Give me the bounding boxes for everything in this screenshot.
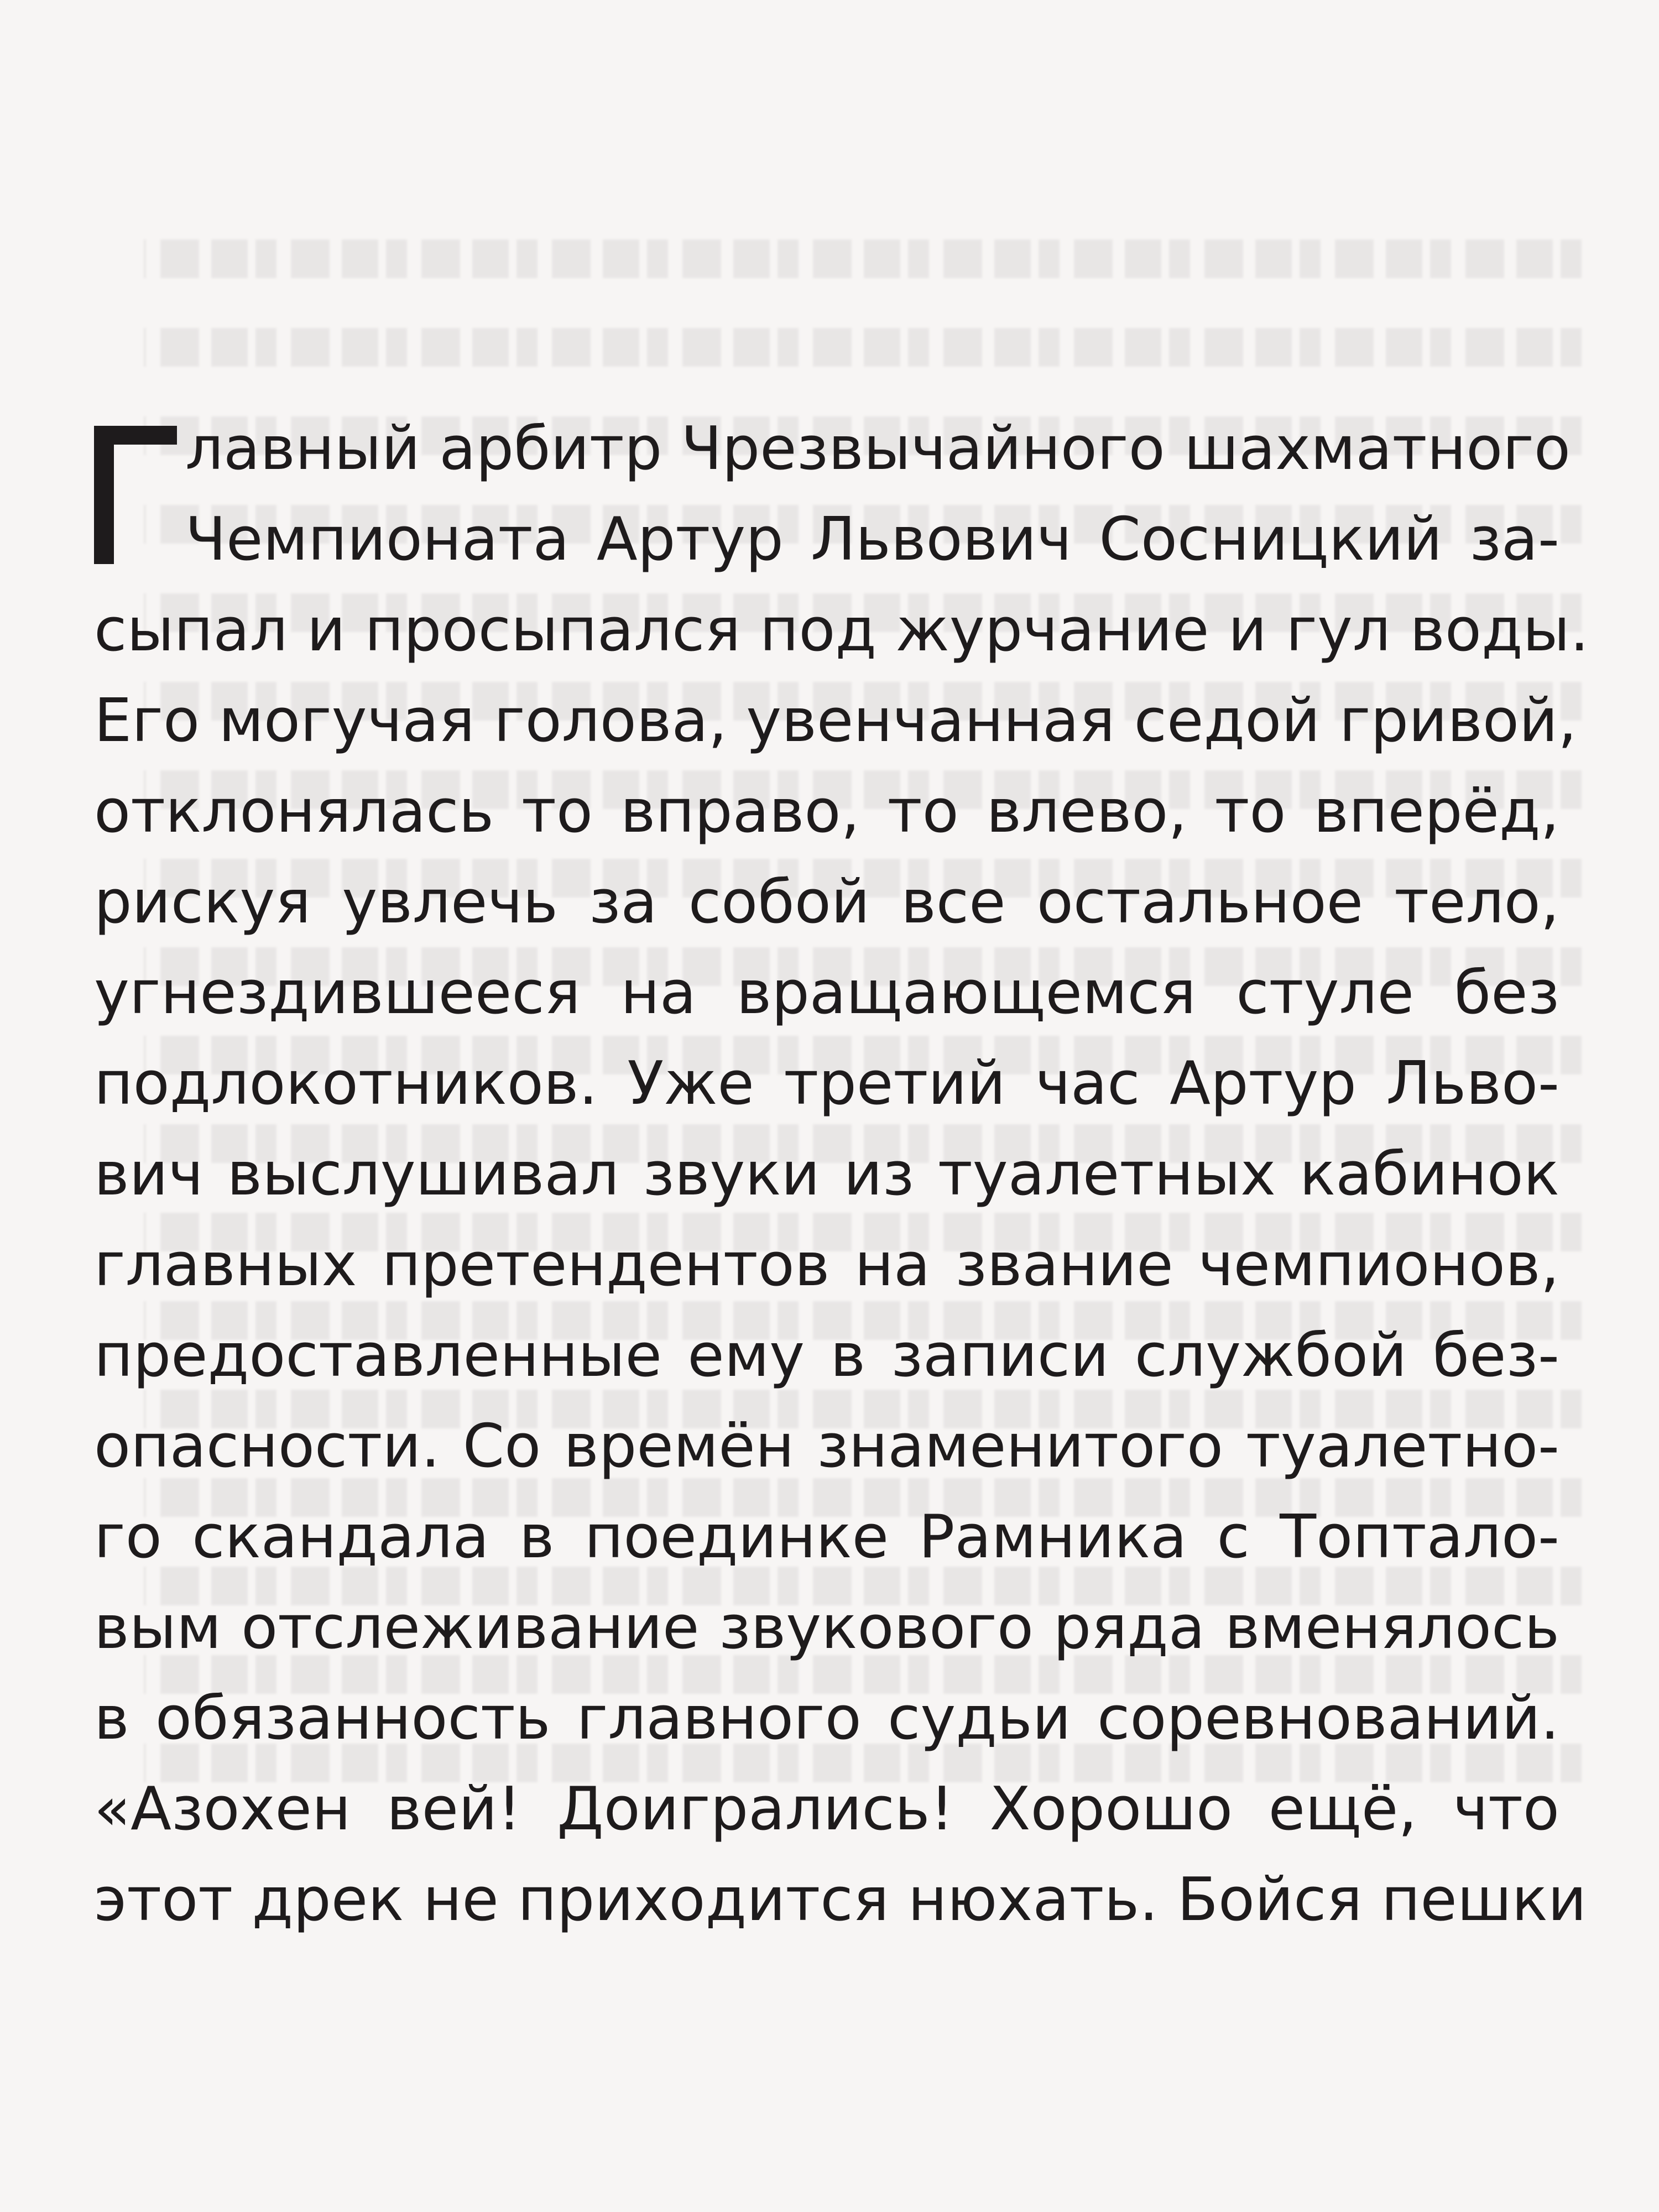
text-line: лавный арбитр Чрезвычайного шахматного <box>185 414 1571 483</box>
text-line: вым отслеживание звукового ряда вменялось <box>94 1593 1559 1662</box>
text-line: Его могучая голова, увенчанная седой гривой, <box>94 686 1577 755</box>
text-line: сыпал и просыпался под журчание и гул воды. <box>94 596 1589 665</box>
paragraph <box>94 404 1589 1945</box>
text-line: опасности. Со времён знаменитого туалетно- <box>94 1412 1559 1481</box>
text-line: го скандала в поединке Рамника с Топтало- <box>94 1503 1559 1572</box>
text-line: отклонялась то вправо, то влево, то вперёд, <box>94 777 1559 846</box>
drop-cap <box>94 426 177 564</box>
text-line: этот дрек не приходится нюхать. Бойся пешки <box>94 1865 1587 1934</box>
text-line: угнездившееся на вращающемся стуле без <box>94 958 1559 1027</box>
text-line: «Азохен вей! Доигрались! Хорошо ещё, что <box>94 1775 1559 1844</box>
text-line: вич выслушивал звуки из туалетных кабинок <box>94 1140 1559 1209</box>
text-line: подлокотников. Уже третий час Артур Льво- <box>94 1049 1559 1118</box>
text-line: в обязанность главного судьи соревнований. <box>94 1684 1559 1753</box>
text-line: главных претендентов на звание чемпионов, <box>94 1230 1559 1300</box>
text-line: рискуя увлечь за собой все остальное тело, <box>94 868 1559 937</box>
text-line: Чемпионата Артур Львович Сосницкий за- <box>185 505 1559 574</box>
text-line: предоставленные ему в записи службой без- <box>94 1321 1559 1390</box>
